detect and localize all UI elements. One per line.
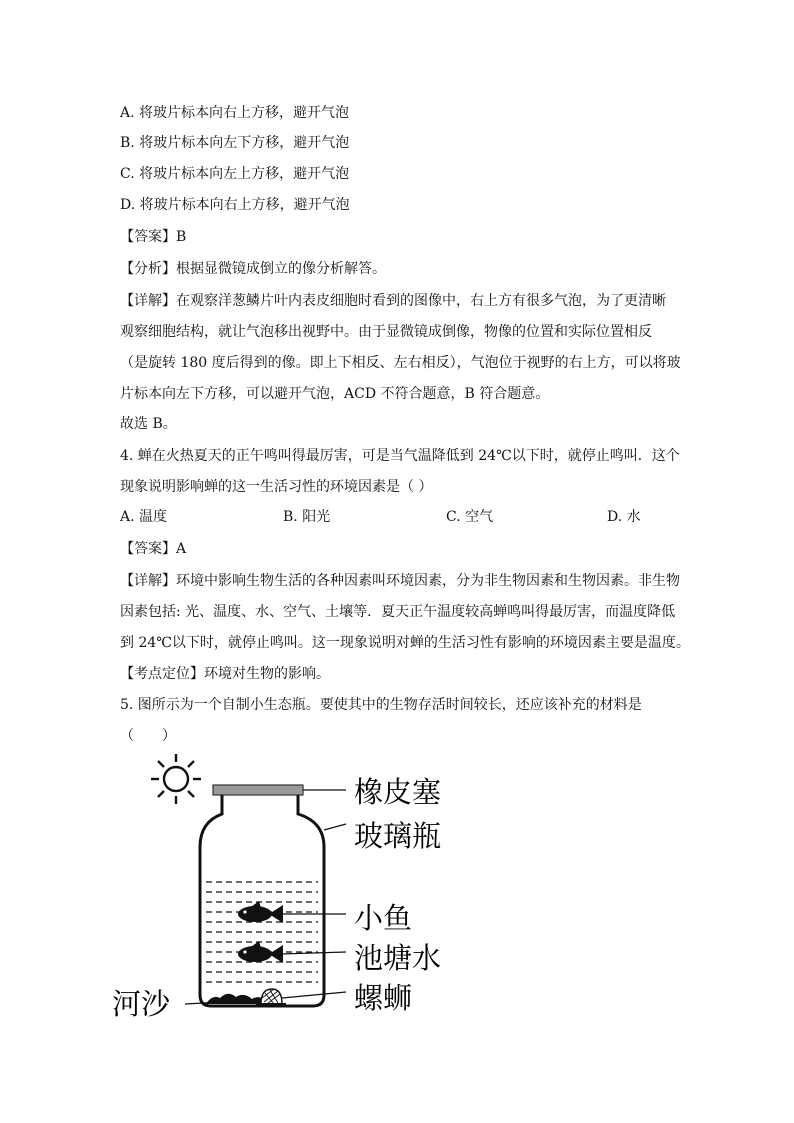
rubber-stopper (213, 785, 303, 795)
q3-option-a: A. 将玻片标本向右上方移，避开气泡 (120, 105, 350, 121)
q4-stem-line-1: 4. 蝉在火热夏天的正午鸣叫得最厉害，可是当气温降低到 24℃以下时，就停止鸣叫．这个 (120, 448, 680, 464)
fish-icon (238, 901, 283, 923)
snail-icon (256, 989, 286, 1004)
q3-analysis: 【分析】根据显微镜成倒立的像分析解答。 (120, 261, 386, 277)
label-river-sand: 河沙 (112, 987, 171, 1021)
fish-icon (238, 941, 283, 963)
q3-detail-line-4: 片标本向左下方移，可以避开气泡，ACD 不符合题意，B 符合题意。 (120, 386, 550, 402)
q3-option-b: B. 将玻片标本向左下方移，避开气泡 (120, 135, 350, 151)
q4-option-c: C. 空气 (446, 509, 494, 525)
q3-answer: 【答案】B (120, 229, 187, 245)
q4-answer: 【答案】A (120, 541, 187, 557)
q5-stem-line-2: （ ） (120, 728, 176, 744)
q3-detail-line-2: 观察细胞结构，就让气泡移出视野中。由于显微镜成倒像，物像的位置和实际位置相反 (120, 324, 652, 340)
sun-icon (151, 754, 201, 804)
q4-option-a: A. 温度 (120, 509, 168, 525)
q3-detail-line-3: （是旋转 180 度后得到的像。即上下相反、左右相反），气泡位于视野的右上方，可以将玻 (120, 355, 681, 371)
label-fish: 小鱼 (354, 901, 413, 935)
q3-detail-line-1: 【详解】在观察洋葱鳞片叶内表皮细胞时看到的图像中，右上方有很多气泡，为了更清晰 (120, 293, 666, 309)
q3-option-c: C. 将玻片标本向左上方移，避开气泡 (120, 166, 350, 182)
label-pond-water: 池塘水 (354, 941, 442, 975)
label-glass-bottle: 玻璃瓶 (354, 819, 442, 853)
q4-detail-line-2: 因素包括: 光、温度、水、空气、土壤等．夏天正午温度较高蝉鸣叫得最厉害，而温度降低 (120, 604, 676, 620)
q4-detail-line-3: 到 24℃以下时，就停止鸣叫。这一现象说明对蝉的生活习性有影响的环境因素主要是温度。 (120, 635, 690, 651)
glass-bottle (200, 795, 324, 1006)
q4-detail-line-1: 【详解】环境中影响生物生活的各种因素叫环境因素，分为非生物因素和生物因素。非生物 (120, 573, 680, 589)
q4-option-b: B. 阳光 (283, 509, 331, 525)
eco-bottle-diagram (110, 752, 470, 1027)
q4-point: 【考点定位】环境对生物的影响。 (120, 666, 330, 682)
q4-options (120, 507, 680, 527)
label-rubber-stopper: 橡皮塞 (354, 775, 442, 809)
label-snail: 螺蛳 (354, 981, 413, 1015)
pond-water (206, 882, 318, 982)
q4-option-d: D. 水 (607, 509, 641, 525)
q5-stem-line-1: 5. 图所示为一个自制小生态瓶。要使其中的生物存活时间较长，还应该补充的材料是 (120, 697, 642, 713)
q3-conclusion: 故选 B。 (120, 416, 177, 432)
q4-stem-line-2: 现象说明影响蝉的这一生活习性的环境因素是（ ） (120, 479, 433, 495)
q3-option-d: D. 将玻片标本向右上方移，避开气泡 (120, 197, 350, 213)
